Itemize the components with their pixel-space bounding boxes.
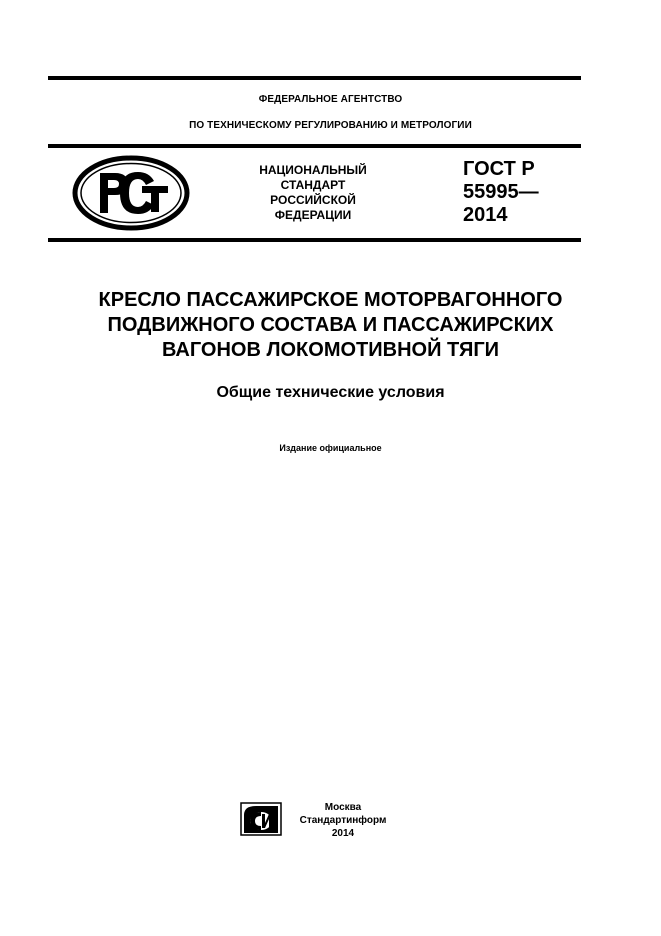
publisher-city: Москва: [324, 802, 362, 813]
header-rule: [48, 144, 581, 148]
publication-year: 2014: [331, 828, 355, 839]
title-line: ПОДВИЖНОГО СОСТАВА И ПАССАЖИРСКИХ: [107, 314, 554, 336]
standard-line: СТАНДАРТ: [280, 178, 346, 192]
title-line: КРЕСЛО ПАССАЖИРСКОЕ МОТОРВАГОННОГО: [98, 289, 563, 311]
publisher-name: Стандартинформ: [299, 815, 387, 826]
standard-line: РОССИЙСКОЙ: [270, 193, 356, 207]
top-rule: [48, 76, 581, 80]
edition-note: Издание официальное: [279, 443, 382, 453]
standard-designation: [463, 158, 539, 227]
standard-line: НАЦИОНАЛЬНЫЙ: [259, 163, 367, 177]
title-line: ВАГОНОВ ЛОКОМОТИВНОЙ ТЯГИ: [161, 339, 500, 361]
standard-line: ФЕДЕРАЦИИ: [274, 208, 352, 222]
document-title: [0, 288, 661, 363]
standartinform-logo-icon: [240, 802, 282, 836]
designation-line: 2014: [463, 204, 508, 226]
agency-name-line-2: ПО ТЕХНИЧЕСКОМУ РЕГУЛИРОВАНИЮ И МЕТРОЛОГИИ: [189, 120, 472, 131]
designation-line: ГОСТ Р: [463, 158, 535, 180]
rst-certification-mark-icon: [72, 155, 190, 231]
document-subtitle: Общие технические условия: [216, 384, 445, 401]
national-standard-label: [238, 163, 388, 223]
header-bottom-rule: [48, 238, 581, 242]
publisher-info: [292, 801, 394, 840]
designation-line: 55995—: [463, 181, 539, 203]
agency-name-line-1: ФЕДЕРАЛЬНОЕ АГЕНТСТВО: [258, 94, 403, 105]
